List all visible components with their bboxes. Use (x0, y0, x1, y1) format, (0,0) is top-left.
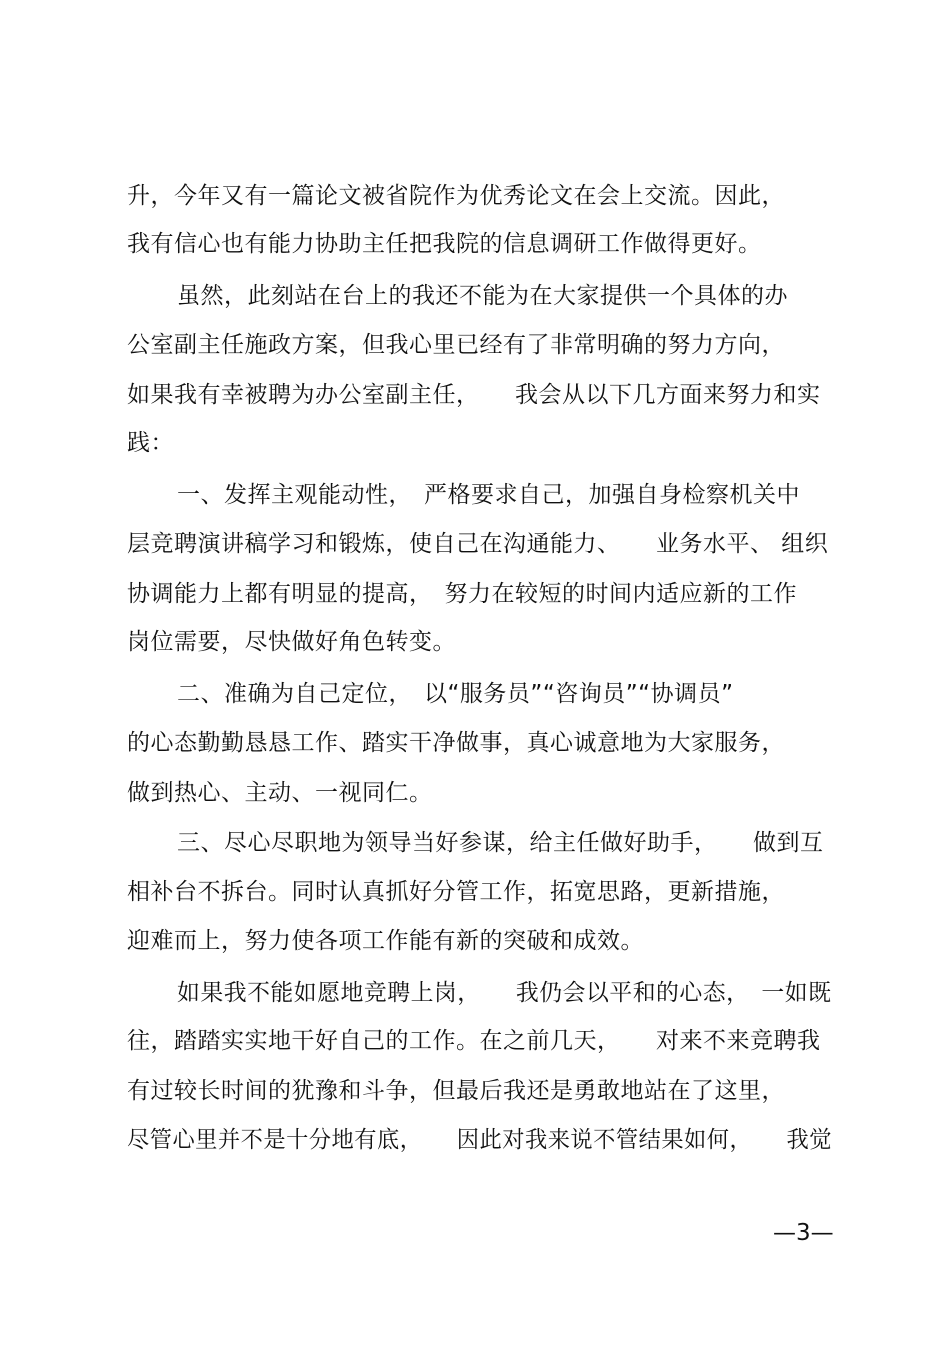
body-text-line: 践： (127, 430, 174, 456)
body-text-line: 我有信心也有能力协助主任把我院的信息调研工作做得更好。 (127, 231, 762, 257)
body-text-line: 的心态勤勤恳恳工作、踏实干净做事，真心诚意地为大家服务， (127, 730, 785, 756)
body-text-line: 如果我不能如愿地竞聘上岗， 我仍会以平和的心态， 一如既 (177, 980, 832, 1006)
body-text-line: 有过较长时间的犹豫和斗争，但最后我还是勇敢地站在了这里， (127, 1078, 785, 1104)
body-text-line: 往，踏踏实实地干好自己的工作。在之前几天， 对来不来竞聘我 (127, 1028, 821, 1054)
body-text-line: 如果我有幸被聘为办公室副主任， 我会从以下几方面来努力和实 (127, 382, 821, 408)
body-text-line: 升，今年又有一篇论文被省院作为优秀论文在会上交流。因此， (127, 183, 785, 209)
body-text-line: 公室副主任施政方案，但我心里已经有了非常明确的努力方向， (127, 332, 785, 358)
body-text-line: 相补台不拆台。同时认真抓好分管工作，拓宽思路，更新措施， (127, 879, 785, 905)
body-text-line: 做到热心、主动、一视同仁。 (127, 780, 433, 806)
body-text-line: 层竞聘演讲稿学习和锻炼，使自己在沟通能力、 业务水平、 组织 (127, 531, 829, 557)
body-text-line: 协调能力上都有明显的提高， 努力在较短的时间内适应新的工作 (127, 581, 797, 607)
body-text-line: 一、发挥主观能动性， 严格要求自己，加强自身检察机关中 (177, 482, 800, 508)
body-text-line: 虽然，此刻站在台上的我还不能为在大家提供一个具体的办 (177, 283, 788, 309)
body-text-line: 岗位需要，尽快做好角色转变。 (127, 629, 456, 655)
body-text-line: 二、准确为自己定位， 以“服务员”“咨询员”“协调员” (177, 681, 734, 707)
body-text-line: 迎难而上，努力使各项工作能有新的突破和成效。 (127, 928, 644, 954)
page-number: —3— (773, 1220, 834, 1246)
body-text-line: 尽管心里并不是十分地有底， 因此对我来说不管结果如何， 我觉 (127, 1127, 833, 1153)
body-text-line: 三、尽心尽职地为领导当好参谋，给主任做好助手， 做到互 (177, 830, 824, 856)
